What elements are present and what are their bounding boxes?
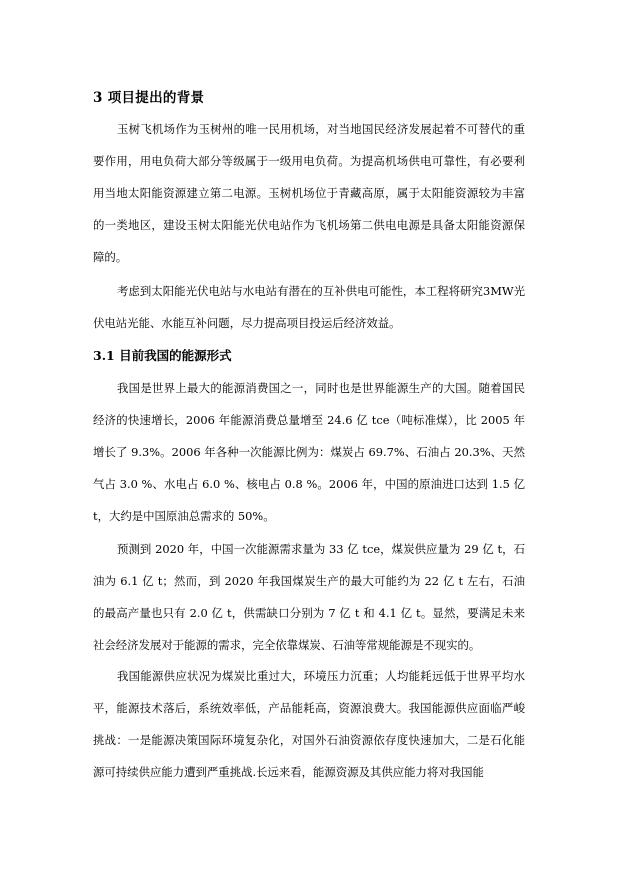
paragraph-airport-background: 玉树飞机场作为玉树州的唯一民用机场，对当地国民经济发展起着不可替代的重要作用，用电负荷大部分等级属于一级用电负荷。为提高机场供电可靠性，有必要利用当地太阳能资源建立第二电源。玉树机场位于青藏高原，属于太阳能资源较为丰富的一类地区，建设玉树太阳能光伏电站作为飞机场第二供电电源是具备太阳能资源保障的。 — [93, 122, 525, 264]
subsection-heading: 3.1 目前我国的能源形式 — [93, 348, 232, 363]
paragraph-2020-forecast: 预测到 2020 年，中国一次能源需求量为 33 亿 tce，煤炭供应量为 29 亿 t，石油为 6.1 亿 t；然而，到 2020 年我国煤炭生产的最大可能约为 22 亿 t 左右，石油的最高产量也只有 2.0 亿 t，供需缺口分别为 7 亿 t 和 4.1 亿 t。显然，要满足未来社会经济发展对于能源的需求，完全依靠煤炭、石油等常规能源是不现实的。 — [93, 542, 525, 652]
section-heading: 3 项目提出的背景 — [93, 90, 205, 106]
paragraph-energy-consumption: 我国是世界上最大的能源消费国之一，同时也是世界能源生产的大国。随着国民经济的快速增长，2006 年能源消费总量增至 24.6 亿 tce（吨标准煤），比 2005 年增长了 9.3%。2006 年各种一次能源比例为：煤炭占 69.7%、石油占 20.3%、天然气占 3.0 %、水电占 6.0 %、核电占 0.8 %。2006 年，中国的原油进口达到 1.5 亿 t，大约是中国原油总需求的 50%。 — [93, 381, 525, 523]
paragraph-complementary-supply: 考虑到太阳能光伏电站与水电站有潜在的互补供电可能性，本工程将研究3MW光伏电站光能、水能互补问题，尽力提高项目投运后经济效益。 — [93, 284, 525, 330]
paragraph-energy-challenges: 我国能源供应状况为煤炭比重过大，环境压力沉重；人均能耗远低于世界平均水平，能源技术落后，系统效率低，产品能耗高，资源浪费大。我国能源供应面临严峻挑战：一是能源决策国际环境复杂化，对国外石油资源依存度快速加大，二是石化能源可持续供应能力遭到严重挑战.长远来看，能源资源及其供应能力将对我国能 — [93, 669, 525, 779]
